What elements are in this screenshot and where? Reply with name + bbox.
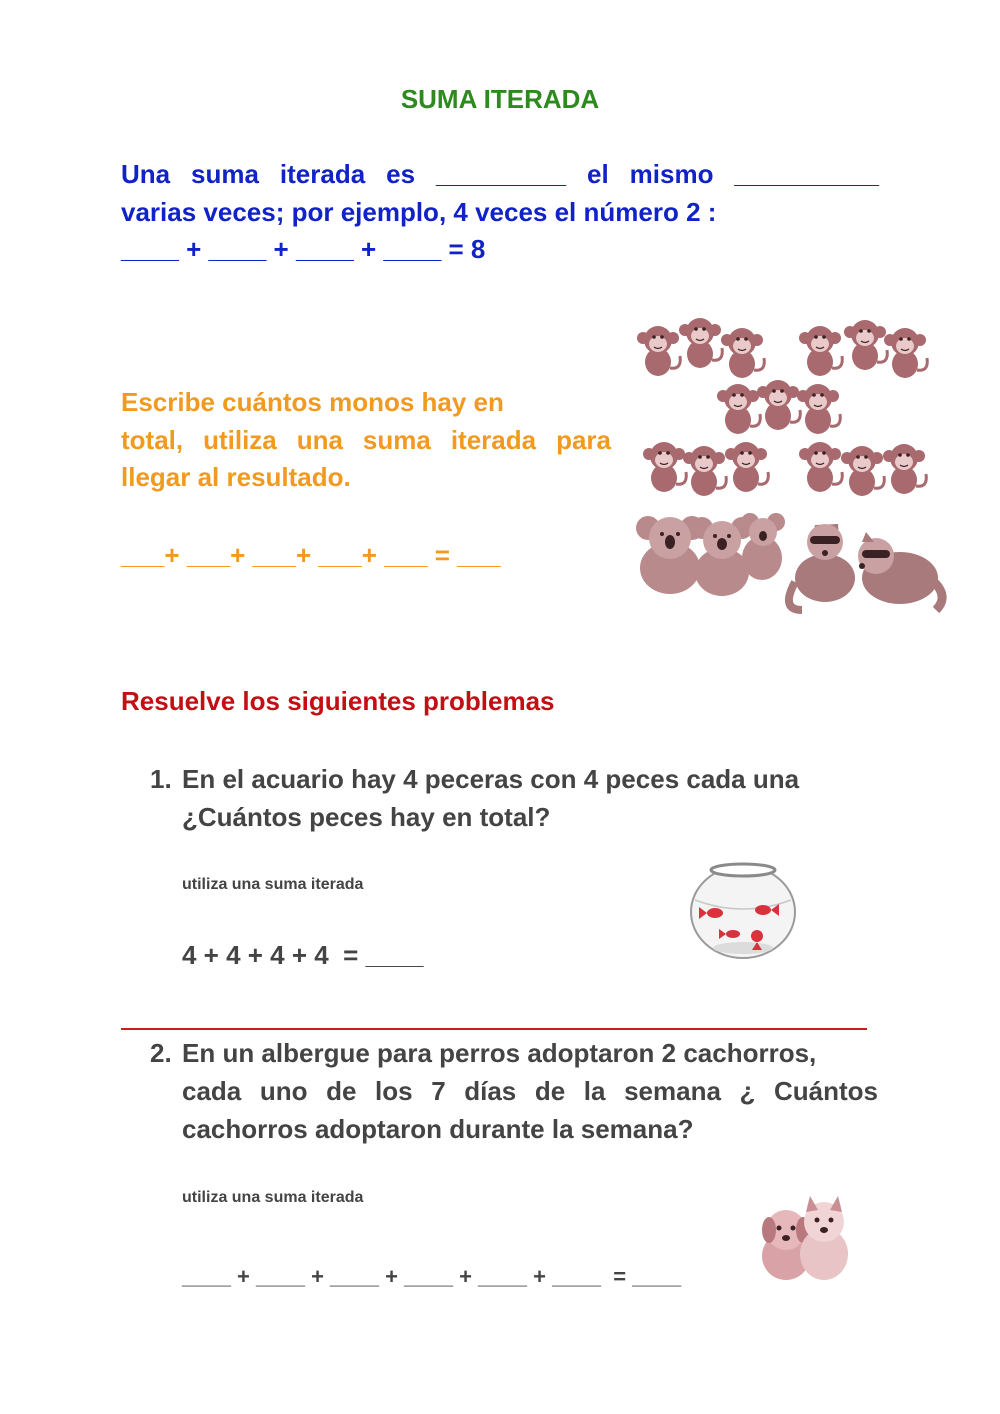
monkey-task-line-3: llegar al resultado. (121, 462, 351, 492)
problem-2-number: 2. (150, 1038, 172, 1068)
monkey-icon (637, 318, 927, 496)
problem-2-line-1: En un albergue para perros adoptaron 2 cachorros, (182, 1038, 817, 1068)
intro-line-2: varias veces; por ejemplo, 4 veces el número 2 : (121, 196, 717, 227)
koala-icon (636, 513, 785, 596)
problem-1-number: 1. (150, 764, 172, 794)
intro-paragraph (121, 156, 879, 269)
monkey-task-line-1: Escribe cuántos monos hay en (121, 387, 504, 417)
problem-2-hint: utiliza una suma iterada (182, 1189, 364, 1206)
monkey-task-line-2: total, utiliza una suma iterada para (121, 424, 611, 455)
raccoon-icon (789, 524, 942, 610)
monkey-task-paragraph (121, 384, 611, 497)
section-heading: Resuelve los siguientes problemas (121, 686, 555, 716)
puppies-icon (752, 1190, 857, 1285)
problem-2-line-3: cachorros adoptaron durante la semana? (182, 1114, 694, 1144)
page-title: SUMA ITERADA (400, 84, 600, 114)
problem-1-line-1: En el acuario hay 4 peceras con 4 peces cada una (182, 764, 800, 794)
problem-2-equation: ____ + ____ + ____ + ____ + ____ + ____ = ____ (182, 1264, 682, 1289)
problem-1-equation: 4 + 4 + 4 + 4 = ____ (182, 940, 424, 970)
problem-1-line-2: ¿Cuántos peces hay en total? (182, 802, 551, 832)
problem-2-line-2: cada uno de los 7 días de la semana ¿ Cuántos (182, 1076, 878, 1106)
animals-illustration (630, 310, 950, 620)
section-divider (121, 1028, 867, 1030)
fishbowl-icon (685, 858, 805, 968)
intro-line-3: ____ + ____ + ____ + ____ = 8 (121, 234, 486, 264)
problem-1-hint: utiliza una suma iterada (182, 876, 364, 893)
intro-line-1: Una suma iterada es _________ el mismo __________ (121, 159, 879, 189)
monkey-answer-blanks: ___+ ___+ ___+ ___+ ___ = ___ (121, 540, 501, 570)
